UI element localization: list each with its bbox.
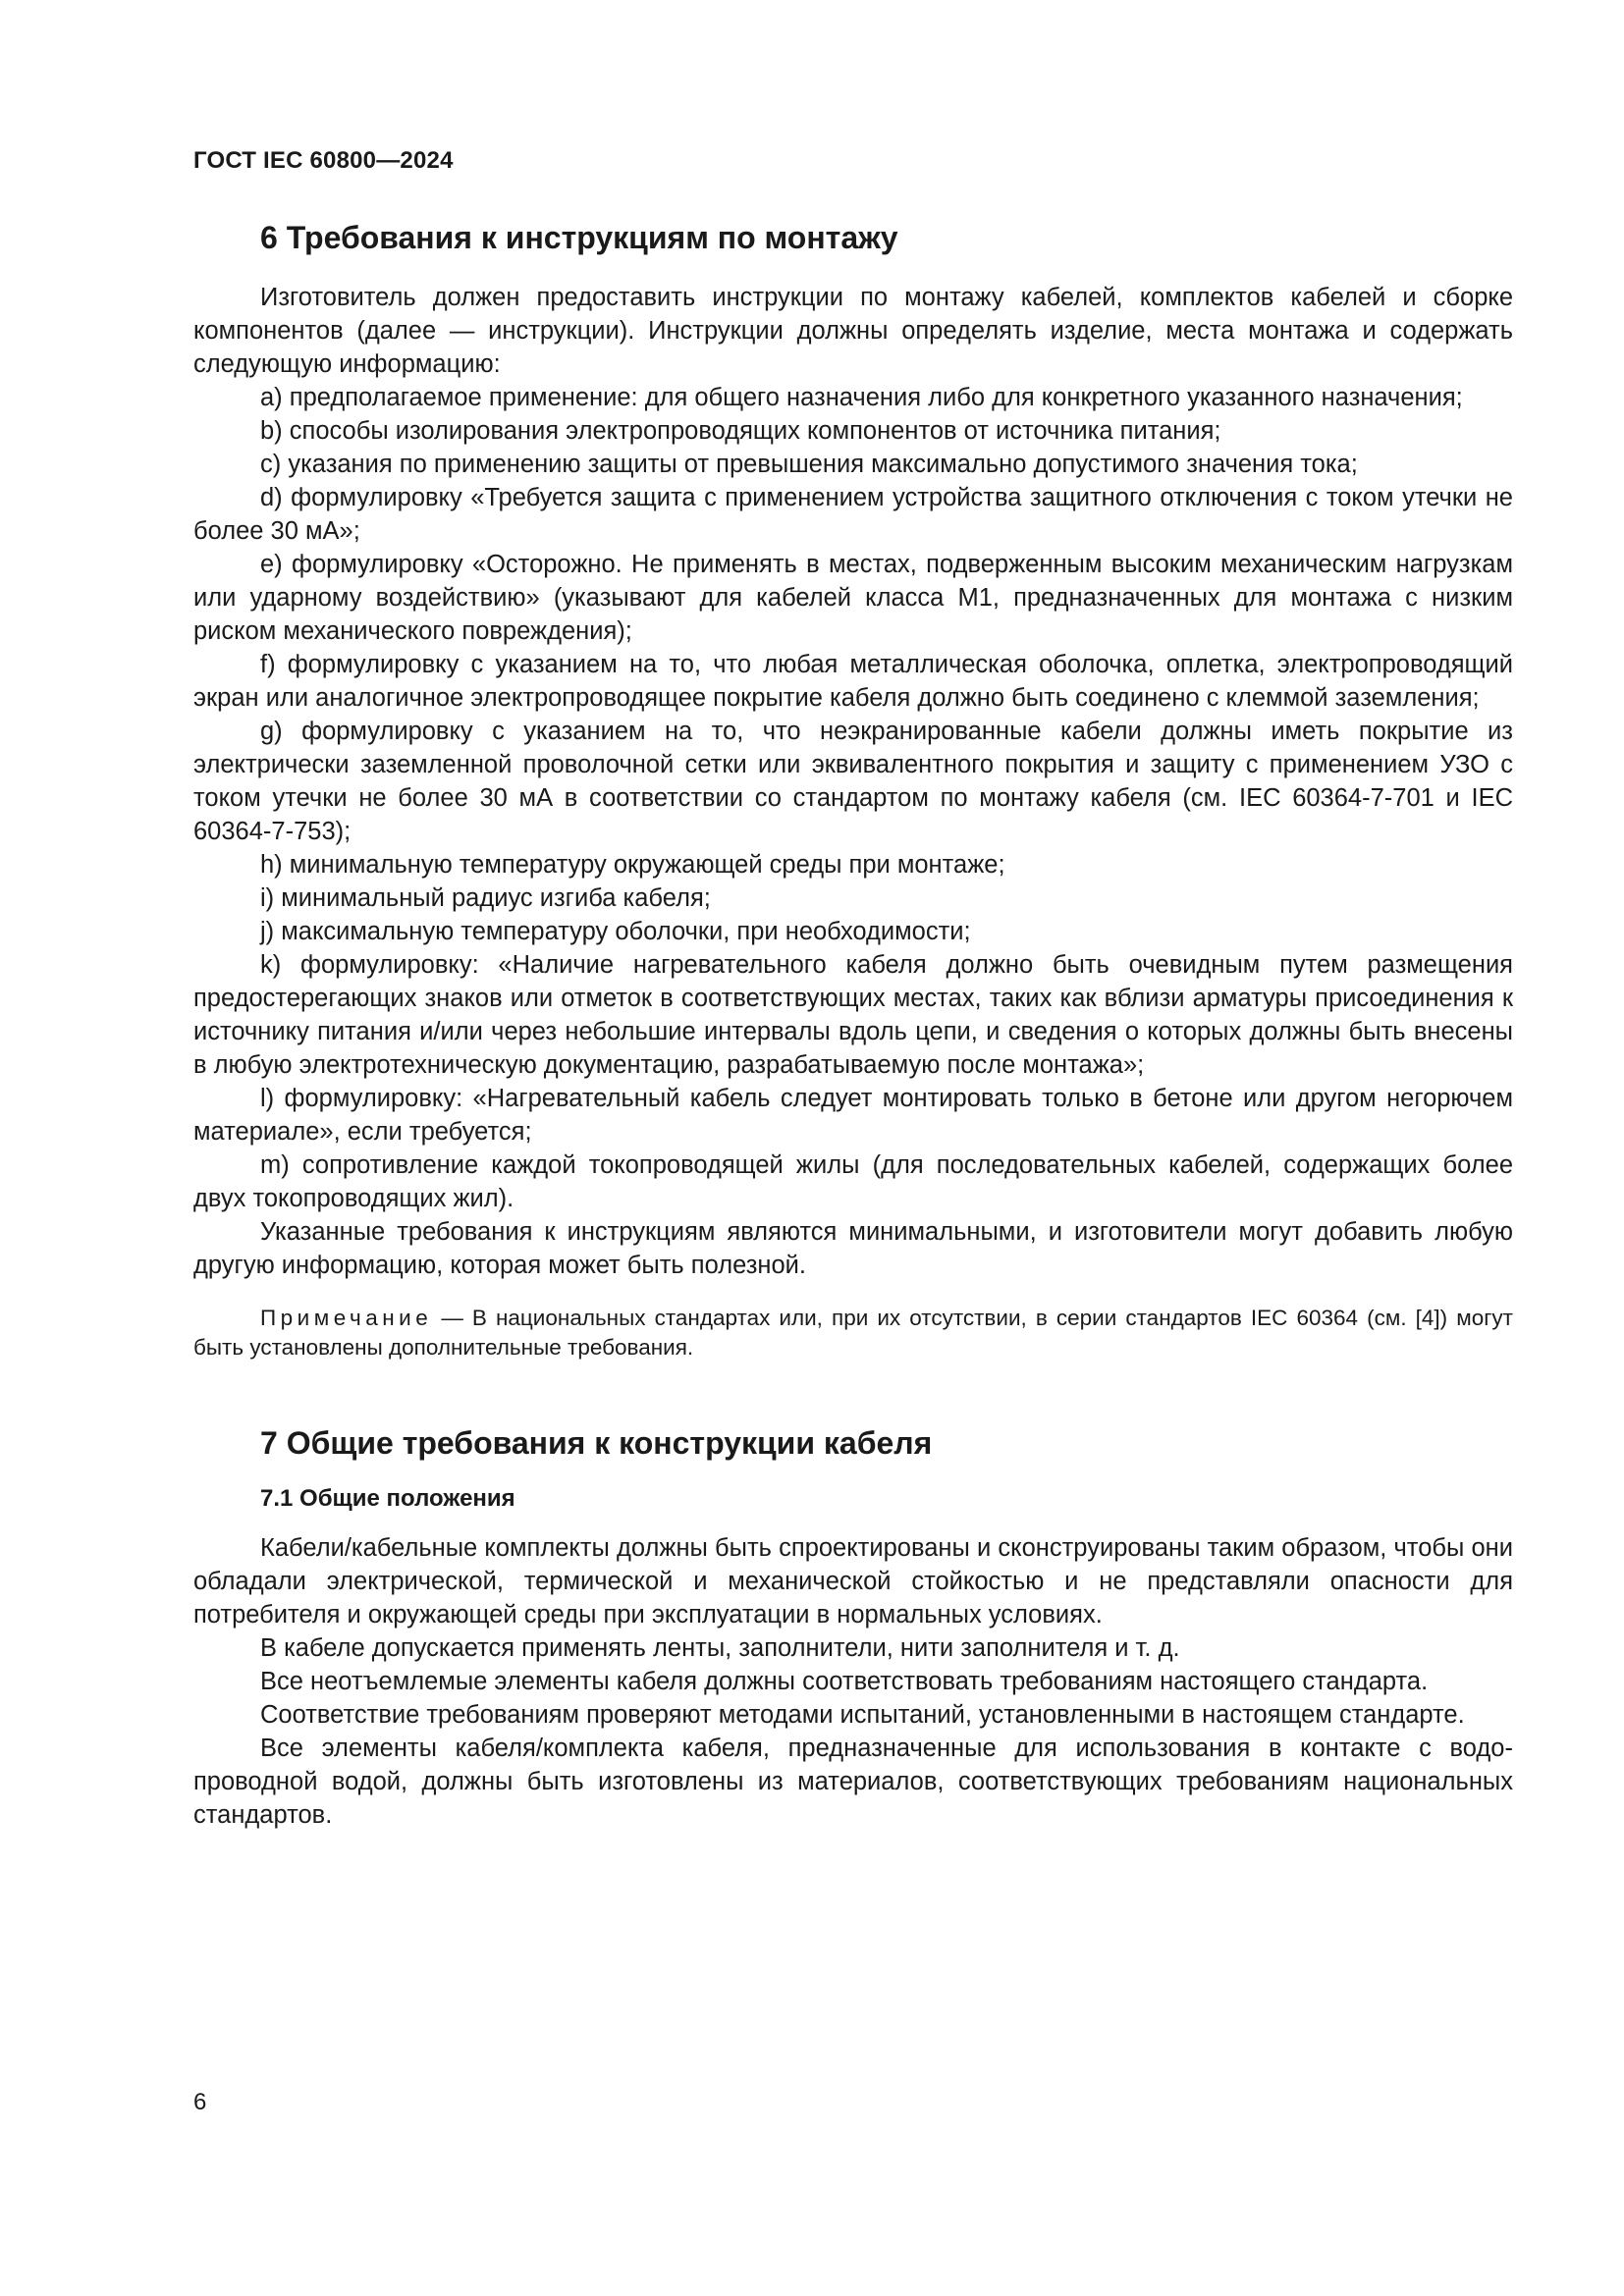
note-label: Примечание (260, 1305, 433, 1330)
list-item: i) минимальный радиус изгиба кабеля; (260, 883, 711, 912)
section-6-intro: Изготовитель должен предоставить инструкции по монтажу кабелей, комплектов кабелей и сборке компонентов (далее — инструкции). Инструкции должны определять изделие, места монтажа и содержать следующую информацию: (193, 283, 1513, 378)
document-header: ГОСТ IEC 60800—2024 (193, 147, 454, 174)
list-item: а) предполагаемое применение: для общего назначения либо для конкретного указанного назначения; (260, 383, 1463, 411)
paragraph: Все неотъемлемые элементы кабеля должны соответствовать требованиям настоящего стандарта. (260, 1668, 1429, 1696)
page-number: 6 (193, 2089, 207, 2115)
list-item: k) формулировку: «Наличие нагревательного кабеля должно быть очевидным путем размещения предостерегающих знаков или отметок в соответствующих местах, таких как вблизи арматуры присоединения к источнику питания и/или через небольшие интервалы вдоль цепи, и сведения о которых должны быть внесены в любую электротехническую документацию, разрабатываемую после монтажа»; (193, 950, 1513, 1079)
section-7-title: 7 Общие требования к конструкции кабеля (260, 1424, 933, 1461)
subsection-7-1-title: 7.1 Общие положения (260, 1485, 515, 1513)
list-item: j) максимальную температуру оболочки, при необходимости; (260, 917, 971, 945)
paragraph: Соответствие требованиям проверяют методами испытаний, установленными в настоящем стандарте. (260, 1701, 1465, 1730)
list-item: m) сопротивление каждой токопроводящей жилы (для последовательных кабелей, содержащих более двух токопроводящих жил). (193, 1150, 1513, 1212)
section-6-list (193, 381, 1513, 1282)
section-6-closing: Указанные требования к инструкциям являются минимальными, и изготовители могут добавить любую другую информацию, которая может быть полезной. (193, 1217, 1513, 1279)
note-text: — В национальных стандартах или, при их отсутствии, в серии стандартов IEC 60364 (см. [4]) могут быть установлены дополнительные требования. (193, 1305, 1513, 1360)
list-item: b) способы изолирования электропроводящих компонентов от источника питания; (260, 416, 1221, 445)
section-6-title: 6 Требования к инструкциям по монтажу (260, 220, 898, 255)
list-item: с) указания по применению защиты от превышения максимально допустимого значения тока; (260, 450, 1358, 478)
paragraph: Все элементы кабеля/комплекта кабеля, предназначенные для использования в контакте с водопроводной водой, должны быть изготовлены из материалов, соответствующих требованиям национальных стандартов. (193, 1735, 1513, 1830)
document-body (193, 218, 1513, 1832)
list-item: d) формулировку «Требуется защита с применением устройства защитного отключения с током утечки не более 30 мА»; (193, 483, 1513, 545)
list-item: l) формулировку: «Нагревательный кабель следует монтировать только в бетоне или другом негорючем материале», если требуется; (193, 1084, 1513, 1146)
paragraph: В кабеле допускается применять ленты, заполнители, нити заполнителя и т. д. (260, 1634, 1180, 1663)
list-item: е) формулировку «Осторожно. Не применять в местах, подверженным высоким механическим нагрузкам или ударному воздействию» (указывают для кабелей класса М1, предназначенных для монтажа с низким риском механического повреждения); (193, 550, 1513, 645)
paragraph: Кабели/кабельные комплекты должны быть спроектированы и сконструированы таким образом, чтобы они обладали электрической, термической и механической стойкостью и не представляли опасности для потребителя и окружающей среды при эксплуатации в нормальных условиях. (193, 1534, 1513, 1629)
list-item: h) минимальную температуру окружающей среды при монтаже; (260, 850, 1005, 879)
list-item: f) формулировку с указанием на то, что любая металлическая оболочка, оплетка, электропроводящий экран или аналогичное электропроводящее покрытие кабеля должно быть соединено с клеммой заземления; (193, 650, 1513, 712)
section-6-note (193, 1304, 1513, 1362)
list-item: g) формулировку с указанием на то, что неэкранированные кабели должны иметь покрытие из электрически заземленной проволочной сетки или эквивалентного покрытия и защиту с применением УЗО с током утечки не более 30 мА в соответствии со стандартом по монтажу кабеля (см. IEC 60364-7-701 и IEC 60364-7-753); (193, 717, 1513, 845)
